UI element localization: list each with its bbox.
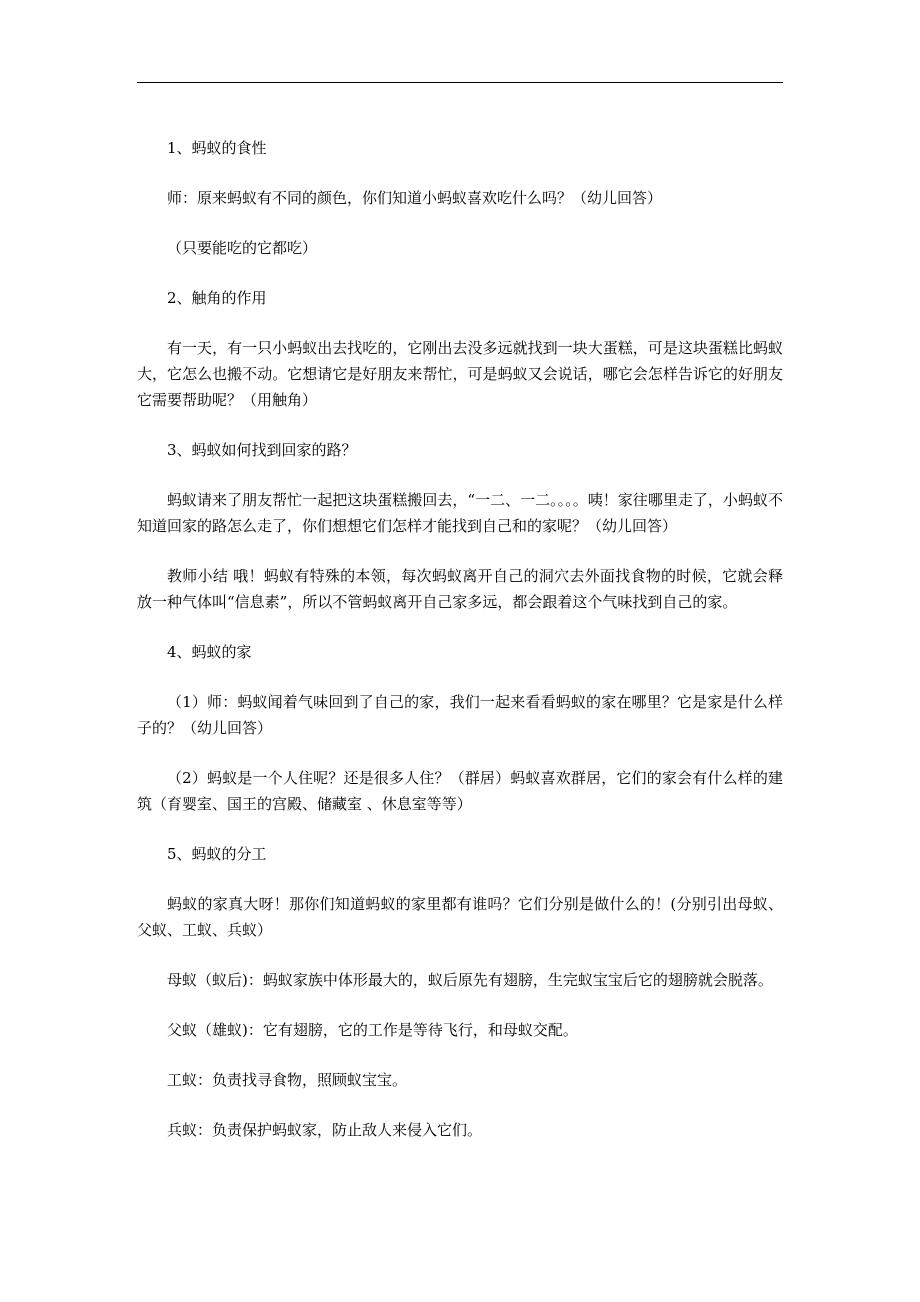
header-rule <box>137 82 783 83</box>
paragraph: 兵蚁：负责保护蚂蚁家，防止敌人来侵入它们。 <box>167 1121 483 1139</box>
paragraph: 教师小结 哦！蚂蚁有特殊的本领，每次蚂蚁离开自己的洞穴去外面找食物的时候，它就会释放一种气体叫“信息素”，所以不管蚂蚁离开自己家多远，都会跟着这个气味找到自己的家。 <box>137 567 783 611</box>
section-heading-3: 3、蚂蚁如何找到回家的路？ <box>167 441 357 459</box>
paragraph: 工蚁：负责找寻食物，照顾蚁宝宝。 <box>167 1071 408 1089</box>
paragraph: （2）蚂蚁是一个人住呢？还是很多人住？（群居）蚂蚁喜欢群居，它们的家会有什么样的建筑（育婴室、国王的宫殿、储藏室 、休息室等等） <box>137 769 783 813</box>
section-heading-5: 5、蚂蚁的分工 <box>167 845 267 863</box>
section-heading-1: 1、蚂蚁的食性 <box>167 139 267 157</box>
paragraph: 父蚁（雄蚁)：它有翅膀，它的工作是等待飞行，和母蚁交配。 <box>167 1021 578 1039</box>
section-heading-2: 2、触角的作用 <box>167 289 267 307</box>
paragraph: 蚂蚁请来了朋友帮忙一起把这块蛋糕搬回去，“一二、一二。。。。咦！家往哪里走了，小蚂蚁不知道回家的路怎么走了，你们想想它们怎样才能找到自己和的家呢？（幼儿回答） <box>137 491 783 535</box>
section-heading-4: 4、蚂蚁的家 <box>167 643 252 661</box>
paragraph: 师：原来蚂蚁有不同的颜色，你们知道小蚂蚁喜欢吃什么吗？（幼儿回答） <box>167 189 663 207</box>
paragraph: 蚂蚁的家真大呀！那你们知道蚂蚁的家里都有谁吗？它们分别是做什么的！(分别引出母蚁、父蚁、工蚁、兵蚁） <box>137 895 783 939</box>
document-body <box>137 135 783 1143</box>
paragraph: 母蚁（蚁后)：蚂蚁家族中体形最大的，蚁后原先有翅膀，生完蚁宝宝后它的翅膀就会脱落。 <box>167 971 773 989</box>
paragraph: （1）师：蚂蚁闻着气味回到了自己的家，我们一起来看看蚂蚁的家在哪里？它是家是什么样子的？（幼儿回答） <box>137 693 783 737</box>
paragraph: 有一天，有一只小蚂蚁出去找吃的，它刚出去没多远就找到一块大蛋糕，可是这块蛋糕比蚂蚁大，它怎么也搬不动。它想请它是好朋友来帮忙，可是蚂蚁又会说话，哪它会怎样告诉它的好朋友它需要帮助呢？（用触角） <box>137 339 783 409</box>
paragraph: （只要能吃的它都吃） <box>167 239 318 257</box>
